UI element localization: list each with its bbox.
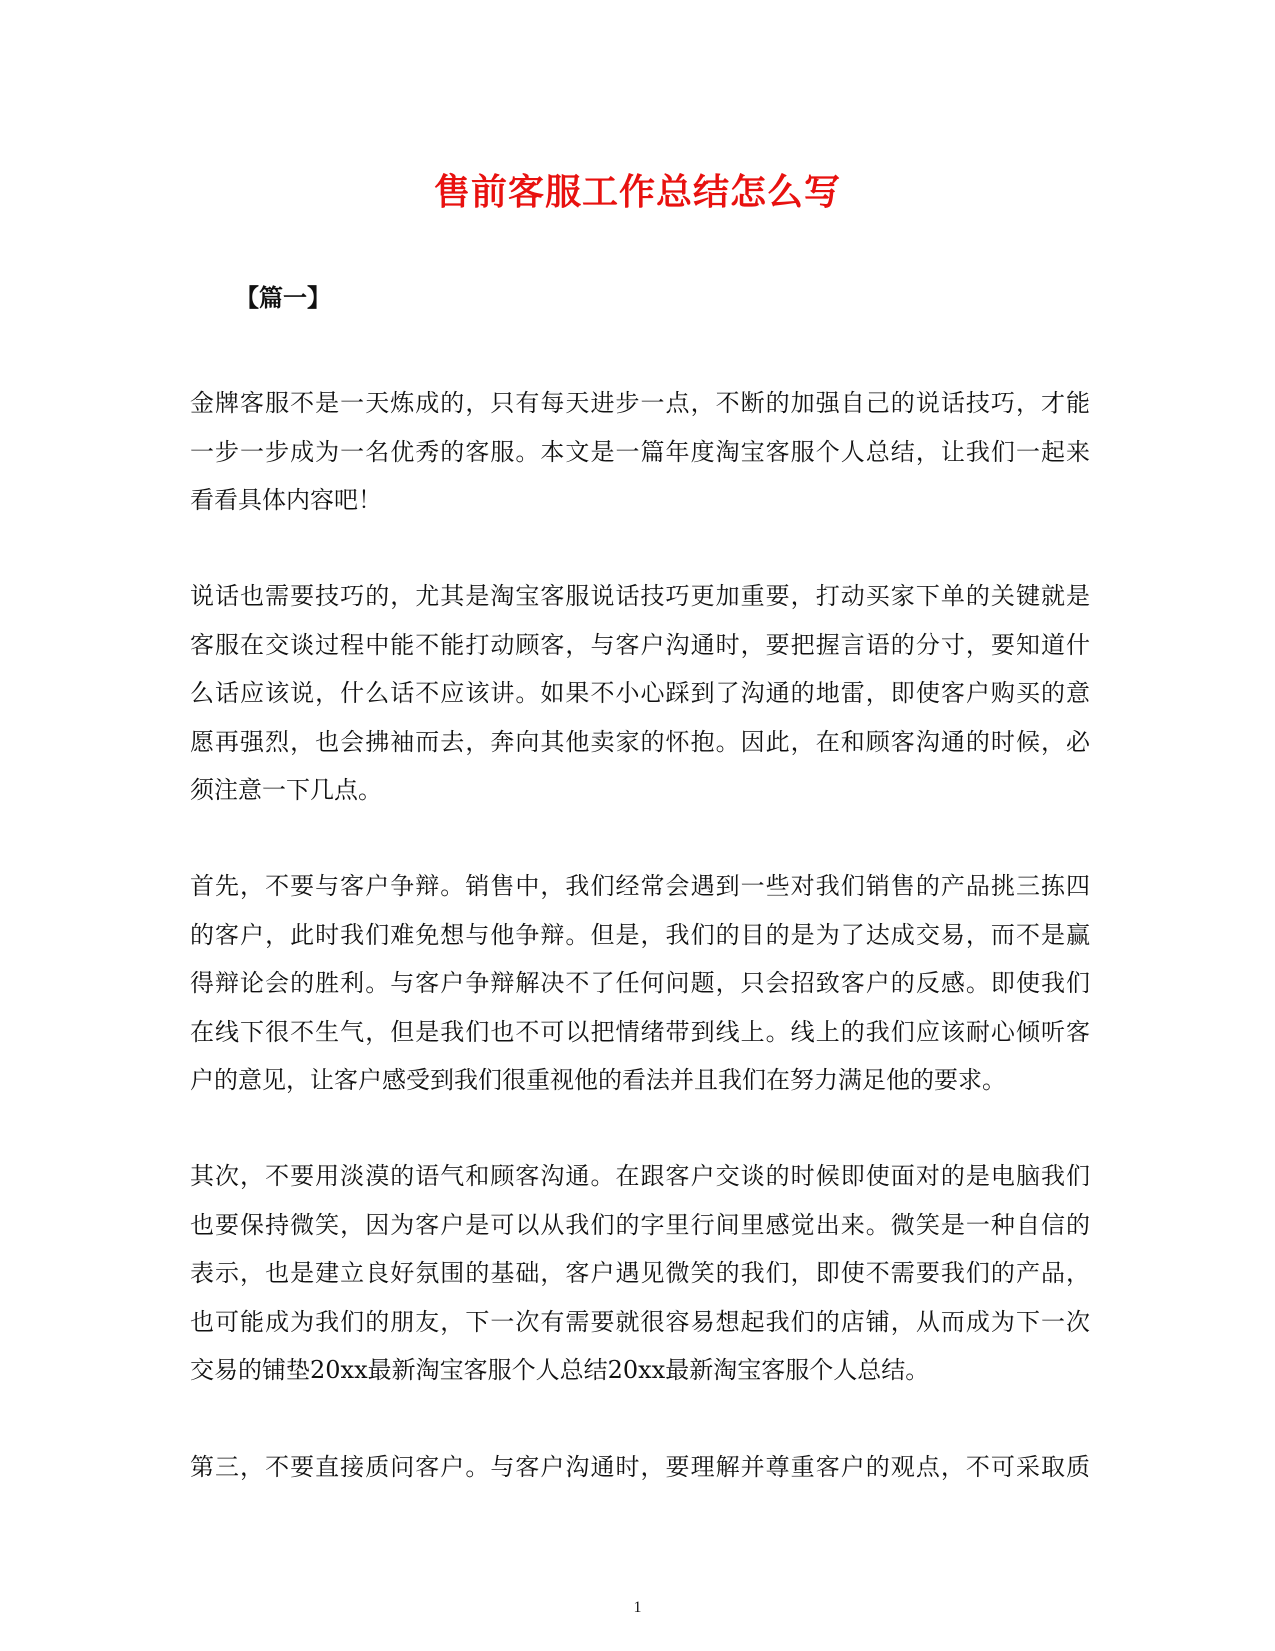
paragraph-5 <box>190 1443 1090 1492</box>
paragraph-line: 么话应该说，什么话不应该讲。如果不小心踩到了沟通的地雷，即使客户购买的意 <box>190 679 1090 707</box>
paragraph-line: 说话也需要技巧的，尤其是淘宝客服说话技巧更加重要，打动买家下单的关键就是 <box>190 582 1090 610</box>
paragraph-3 <box>190 862 1090 1105</box>
paragraph-line: 金牌客服不是一天炼成的，只有每天进步一点，不断的加强自己的说话技巧，才能 <box>190 389 1090 417</box>
paragraph-2 <box>190 572 1090 815</box>
paragraph-line: 户的意见，让客户感受到我们很重视他的看法并且我们在努力满足他的要求。 <box>190 1066 1006 1094</box>
paragraph-line: 也可能成为我们的朋友，下一次有需要就很容易想起我们的店铺，从而成为下一次 <box>190 1307 1090 1336</box>
section-label: 【篇一】 <box>235 283 331 312</box>
paragraph-line: 的客户，此时我们难免想与他争辩。但是，我们的目的是为了达成交易，而不是赢 <box>190 920 1090 949</box>
paragraph-4 <box>190 1152 1090 1395</box>
paragraph-line: 在线下很不生气，但是我们也不可以把情绪带到线上。线上的我们应该耐心倾听客 <box>190 1017 1090 1046</box>
paragraph-1 <box>190 379 1090 525</box>
paragraph-line: 得辩论会的胜利。与客户争辩解决不了任何问题，只会招致客户的反感。即使我们 <box>190 969 1090 997</box>
paragraph-line: 首先，不要与客户争辩。销售中，我们经常会遇到一些对我们销售的产品挑三拣四 <box>190 872 1090 900</box>
page-number: 1 <box>633 1599 642 1616</box>
paragraph-line: 也要保持微笑，因为客户是可以从我们的字里行间里感觉出来。微笑是一种自信的 <box>190 1210 1090 1239</box>
paragraph-line: 客服在交谈过程中能不能打动顾客，与客户沟通时，要把握言语的分寸，要知道什 <box>190 630 1090 659</box>
paragraph-line: 愿再强烈，也会拂袖而去，奔向其他卖家的怀抱。因此，在和顾客沟通的时候，必 <box>190 727 1090 756</box>
paragraph-line: 表示，也是建立良好氛围的基础，客户遇见微笑的我们，即使不需要我们的产品， <box>190 1259 1090 1287</box>
paragraph-line: 交易的铺垫20xx最新淘宝客服个人总结20xx最新淘宝客服个人总结。 <box>190 1356 930 1384</box>
document-title: 售前客服工作总结怎么写 <box>433 171 841 213</box>
paragraph-line: 其次，不要用淡漠的语气和顾客沟通。在跟客户交谈的时候即使面对的是电脑我们 <box>190 1162 1090 1190</box>
paragraph-line: 须注意一下几点。 <box>190 776 382 804</box>
paragraph-line: 看看具体内容吧！ <box>190 486 382 514</box>
paragraph-line: 第三，不要直接质问客户。与客户沟通时，要理解并尊重客户的观点，不可采取质 <box>190 1453 1090 1481</box>
paragraph-line: 一步一步成为一名优秀的客服。本文是一篇年度淘宝客服个人总结，让我们一起来 <box>190 437 1090 466</box>
